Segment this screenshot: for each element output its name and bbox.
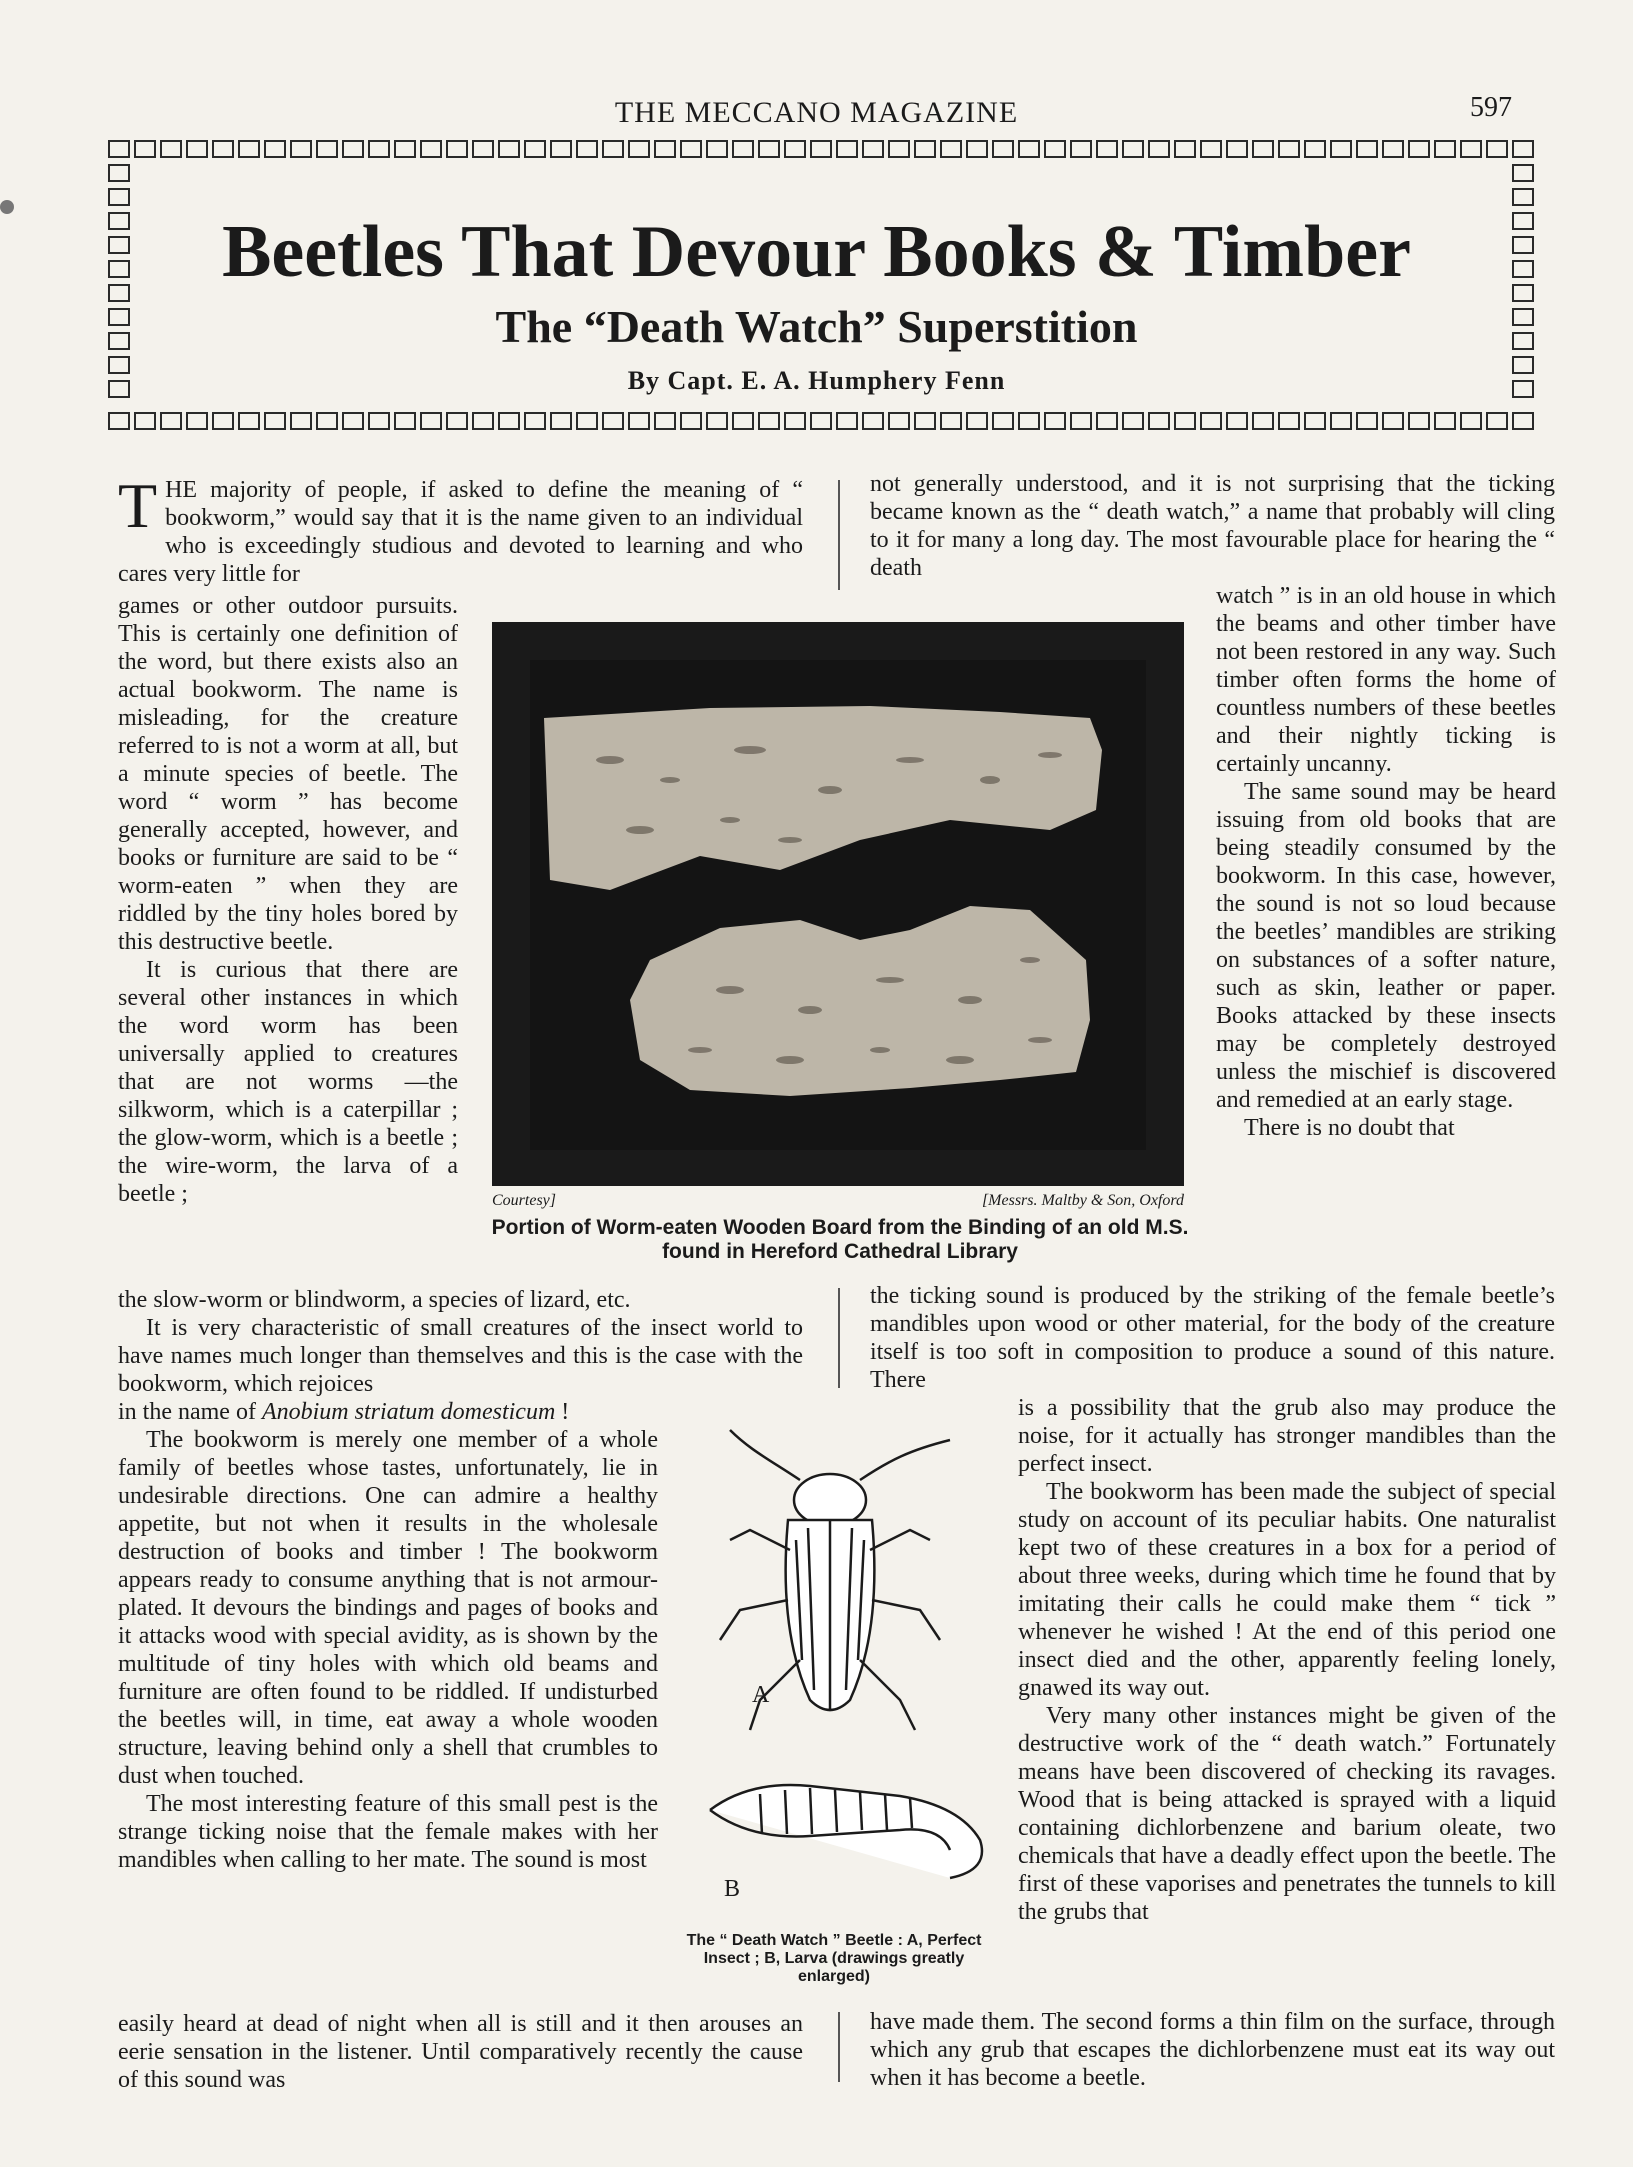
paragraph: There is no doubt that [1244, 1115, 1455, 1141]
figure-label-a: A [752, 1682, 770, 1708]
paragraph: watch ” is in an old house in which the beams and other timber have not been restored in any way. Such timber often forms the home of countless numbers of these beetles and their nightly ticking is certainly uncanny. [1216, 583, 1556, 777]
right-column-bottom [1018, 1394, 1556, 1926]
paragraph: games or other outdoor pursuits. This is certainly one definition of the word, but there exists also an actual bookworm. The name is misleading, for the creature referred to is not a worm at all, but a minute species of beetle. The word “ worm ” has become generally accepted, however, and books or furniture are said to be “ worm-eaten ” when they are riddled by the tiny holes bored by this destructive beetle. [118, 593, 458, 955]
right-column-mid [870, 1282, 1555, 1394]
species-end: ! [555, 1399, 570, 1425]
species-intro: in the name of [118, 1399, 262, 1425]
paragraph: is a possibility that the grub also may produce the noise, for it actually has stronger mandibles than the perfect insect. [1018, 1395, 1556, 1477]
paragraph: It is curious that there are several other instances in which the word worm has been universally applied to creatures that are not worms —the silkworm, which is a caterpillar ; the glow-worm, which is a beetle ; the wire-worm, the larva of a beetle ; [118, 957, 458, 1207]
figure-label-b: B [724, 1876, 741, 1902]
paragraph: not generally understood, and it is not surprising that the ticking became known as the “ death watch,” a name that probably will cling to it for many a long day. The most favourable place for hearing the “ death [870, 471, 1555, 581]
paragraph: The most interesting feature of this small pest is the strange ticking noise that the female makes with her mandibles when calling to her mate. The sound is most [118, 1791, 658, 1873]
paragraph: the ticking sound is produced by the striking of the female beetle’s mandibles upon wood or other material, for the body of the creature itself is too soft in composition to produce a sound of this nature. There [870, 1283, 1555, 1393]
left-column-narrow [118, 592, 458, 1208]
paragraph: easily heard at dead of night when all is still and it then arouses an eerie sensation in the listener. Until comparatively recently the cause of this sound was [118, 2011, 803, 2093]
photo-caption: Portion of Worm-eaten Wooden Board from the Binding of an old M.S. found in Hereford Cathedral Library [491, 1216, 1189, 1263]
paragraph: It is very characteristic of small creatures of the insect world to have names much longer than themselves and this is the case with the bookworm, which rejoices [118, 1315, 803, 1397]
left-column-mid [118, 1286, 803, 1398]
paragraph: The bookworm has been made the subject of special study on account of its peculiar habits. One naturalist kept two of these creatures in a box for a period of about three weeks, during which time he found that by imitating their calls he could make them “ tick ” whenever he wished ! At the end of this period one insect died and the other, apparently feeling lonely, gnawed its way out. [1018, 1479, 1556, 1701]
left-column-end [118, 2010, 803, 2094]
paragraph: The bookworm is merely one member of a whole family of beetles whose tastes, unfortunately, lie in undesirable directions. One can admire a healthy appetite, but not when it results in the wholesale destruction of books and timber ! The bookworm appears ready to consume anything that is not armour-plated. It devours the bindings and pages of books and it attacks wood with special avidity, as is shown by the multitude of tiny holes with which old beams and furniture are often found to be riddled. If undisturbed the beetles will, in time, eat away a whole wooden structure, leaving behind only a shell that crumbles to dust when touched. [118, 1427, 658, 1789]
photo-credit-right: [Messrs. Maltby & Son, Oxford [981, 1192, 1184, 1209]
column-rule [838, 480, 840, 590]
running-head: THE MECCANO MAGAZINE [614, 96, 1019, 129]
beetle-caption: The “ Death Watch ” Beetle : A, Perfect Insect ; B, Larva (drawings greatly enlarged) [686, 1932, 982, 1985]
right-column-top [870, 470, 1555, 582]
beetle-drawing [690, 1410, 1010, 1890]
column-rule [838, 1288, 840, 1388]
drop-cap: T [118, 470, 158, 541]
left-column-top [118, 470, 803, 588]
byline: By Capt. E. A. Humphery Fenn [627, 366, 1006, 395]
paragraph: have made them. The second forms a thin film on the surface, through which any grub that escapes the dichlorbenzene must eat its way out when it has become a beetle. [870, 2009, 1555, 2091]
article-subtitle: The “Death Watch” Superstition [495, 301, 1138, 352]
photo-credit-left: Courtesy] [492, 1192, 556, 1209]
paragraph: the slow-worm or blindworm, a species of lizard, etc. [118, 1287, 631, 1313]
worm-eaten-board-photo [530, 660, 1146, 1150]
paragraph: Very many other instances might be given of the destructive work of the “ death watch.” Fortunately means have been discovered of checking its ravages. Wood that is being attacked is sprayed with a liquid containing dichlorbenzene and barium oleate, two chemicals that have a deadly effect upon the beetle. The first of these vaporises and penetrates the tunnels to kill the grubs that [1018, 1703, 1556, 1925]
article-title: Beetles That Devour Books & Timber [222, 211, 1411, 293]
right-column-narrow [1216, 582, 1556, 1142]
title-border [108, 412, 1538, 430]
title-border [108, 140, 1538, 158]
paragraph: The same sound may be heard issuing from old books that are being steadily consumed by the bookworm. In this case, however, the sound is not so loud because the beetles’ mandibles are striking on substances of a softer nature, such as skin, leather or paper. Books attacked by these insects may be completely destroyed unless the mischief is discovered and remedied at an early stage. [1216, 779, 1556, 1113]
paragraph: HE majority of people, if asked to define the meaning of “ bookworm,” would say that it is the name given to an individual who is exceedingly studious and devoted to learning and who cares very little for [118, 477, 803, 587]
right-column-end [870, 2008, 1555, 2092]
species-name: Anobium striatum domesticum [261, 1399, 556, 1425]
left-column-bottom [118, 1398, 658, 1874]
column-rule [838, 2012, 840, 2082]
page-number: 597 [1470, 92, 1512, 123]
